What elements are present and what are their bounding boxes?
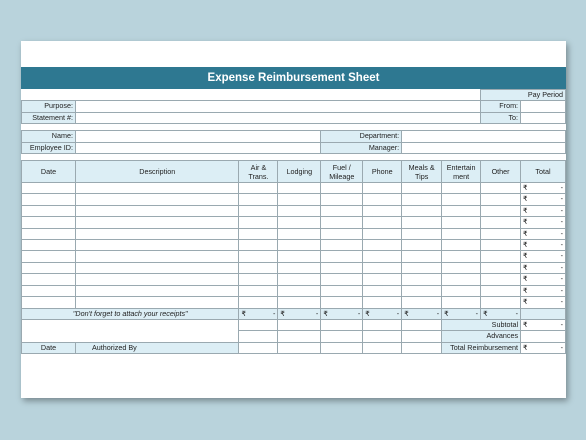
expense-cell[interactable] [363, 228, 402, 239]
expense-cell[interactable] [481, 251, 521, 262]
expense-cell[interactable] [481, 297, 521, 308]
row-total-cell: ₹ - [521, 194, 566, 205]
expense-cell[interactable] [22, 183, 76, 194]
employee-id-field[interactable] [75, 142, 320, 153]
col-date: Date [22, 161, 76, 183]
expense-cell[interactable] [239, 228, 278, 239]
date-label: Date [22, 342, 76, 353]
manager-field[interactable] [402, 142, 566, 153]
expense-cell[interactable] [321, 183, 363, 194]
expense-cell[interactable] [22, 274, 76, 285]
col-description: Description [75, 161, 239, 183]
expense-cell[interactable] [402, 228, 442, 239]
expense-cell[interactable] [321, 217, 363, 228]
expense-grid [21, 89, 566, 354]
employee-id-label: Employee ID: [22, 142, 76, 153]
row-total-cell: ₹ - [521, 240, 566, 251]
expense-cell[interactable] [75, 251, 239, 262]
sum-fuel: ₹ - [321, 308, 363, 319]
col-fuel: Fuel / Mileage [321, 161, 363, 183]
expense-cell[interactable] [442, 194, 481, 205]
expense-cell[interactable] [278, 297, 321, 308]
expense-cell[interactable] [442, 240, 481, 251]
row-total-cell: ₹ - [521, 228, 566, 239]
sum-total-empty [521, 308, 566, 319]
from-label: From: [481, 101, 521, 112]
sum-meals: ₹ - [402, 308, 442, 319]
row-total-cell: ₹ - [521, 251, 566, 262]
expense-cell[interactable] [22, 285, 76, 296]
expense-cell[interactable] [239, 183, 278, 194]
expense-cell[interactable] [321, 240, 363, 251]
total-reimbursement-label: Total Reimbursement [442, 342, 521, 353]
expense-cell[interactable] [75, 274, 239, 285]
expense-cell[interactable] [278, 285, 321, 296]
expense-cell[interactable] [442, 183, 481, 194]
expense-row [22, 285, 566, 296]
advances-label: Advances [442, 331, 521, 342]
expense-sheet [21, 41, 566, 398]
statement-field[interactable] [75, 112, 480, 123]
expense-cell[interactable] [363, 285, 402, 296]
sum-air: ₹ - [239, 308, 278, 319]
col-other: Other [481, 161, 521, 183]
row-total-cell: ₹ - [521, 205, 566, 216]
expense-row [22, 183, 566, 194]
expense-cell[interactable] [239, 285, 278, 296]
expense-cell[interactable] [22, 205, 76, 216]
expense-cell[interactable] [481, 228, 521, 239]
expense-cell[interactable] [321, 297, 363, 308]
expense-cell[interactable] [402, 240, 442, 251]
expense-cell[interactable] [442, 251, 481, 262]
name-label: Name: [22, 131, 76, 142]
expense-row [22, 205, 566, 216]
expense-cell[interactable] [402, 274, 442, 285]
expense-cell[interactable] [363, 205, 402, 216]
expense-cell[interactable] [481, 205, 521, 216]
expense-cell[interactable] [363, 262, 402, 273]
expense-cell[interactable] [22, 217, 76, 228]
expense-cell[interactable] [239, 274, 278, 285]
expense-cell[interactable] [278, 183, 321, 194]
col-air: Air & Trans. [239, 161, 278, 183]
expense-cell[interactable] [442, 297, 481, 308]
expense-cell[interactable] [239, 205, 278, 216]
expense-cell[interactable] [239, 251, 278, 262]
expense-cell[interactable] [278, 205, 321, 216]
expense-cell[interactable] [22, 228, 76, 239]
expense-cell[interactable] [22, 240, 76, 251]
expense-cell[interactable] [363, 297, 402, 308]
expense-cell[interactable] [239, 194, 278, 205]
col-entertainment: Entertain ment [442, 161, 481, 183]
expense-cell[interactable] [402, 183, 442, 194]
expense-cell[interactable] [481, 262, 521, 273]
column-header-row [22, 161, 566, 183]
row-total-cell: ₹ - [521, 217, 566, 228]
expense-cell[interactable] [481, 217, 521, 228]
expense-cell[interactable] [22, 251, 76, 262]
expense-row [22, 297, 566, 308]
purpose-field[interactable] [75, 101, 480, 112]
expense-cell[interactable] [278, 262, 321, 273]
expense-cell[interactable] [363, 251, 402, 262]
expense-cell[interactable] [442, 274, 481, 285]
authorized-by-label: Authorized By [75, 342, 239, 353]
expense-cell[interactable] [75, 228, 239, 239]
expense-cell[interactable] [481, 194, 521, 205]
expense-cell[interactable] [22, 194, 76, 205]
expense-cell[interactable] [321, 274, 363, 285]
expense-cell[interactable] [75, 285, 239, 296]
expense-cell[interactable] [239, 262, 278, 273]
expense-row [22, 262, 566, 273]
expense-cell[interactable] [402, 194, 442, 205]
row-total-cell: ₹ - [521, 285, 566, 296]
expense-cell[interactable] [442, 228, 481, 239]
expense-cell[interactable] [278, 217, 321, 228]
expense-cell[interactable] [402, 285, 442, 296]
expense-row [22, 251, 566, 262]
expense-cell[interactable] [75, 240, 239, 251]
expense-cell[interactable] [321, 285, 363, 296]
expense-cell[interactable] [402, 251, 442, 262]
from-field[interactable] [521, 101, 566, 112]
expense-cell[interactable] [363, 274, 402, 285]
col-phone: Phone [363, 161, 402, 183]
expense-cell[interactable] [442, 217, 481, 228]
to-label: To: [481, 112, 521, 123]
expense-cell[interactable] [239, 240, 278, 251]
expense-row [22, 274, 566, 285]
expense-cell[interactable] [442, 262, 481, 273]
sum-entertainment: ₹ - [442, 308, 481, 319]
expense-cell[interactable] [321, 228, 363, 239]
expense-cell[interactable] [75, 205, 239, 216]
expense-cell[interactable] [278, 228, 321, 239]
expense-cell[interactable] [402, 262, 442, 273]
expense-row [22, 194, 566, 205]
expense-cell[interactable] [22, 262, 76, 273]
expense-cell[interactable] [481, 183, 521, 194]
sum-other: ₹ - [481, 308, 521, 319]
manager-label: Manager: [321, 142, 402, 153]
col-total: Total [521, 161, 566, 183]
expense-cell[interactable] [239, 297, 278, 308]
expense-cell[interactable] [75, 262, 239, 273]
sum-phone: ₹ - [363, 308, 402, 319]
sheet-title: Expense Reimbursement Sheet [21, 67, 566, 89]
department-label: Department: [321, 131, 402, 142]
purpose-label: Purpose: [22, 101, 76, 112]
expense-cell[interactable] [75, 183, 239, 194]
expense-cell[interactable] [481, 285, 521, 296]
expense-cell[interactable] [321, 251, 363, 262]
expense-cell[interactable] [402, 205, 442, 216]
expense-cell[interactable] [363, 217, 402, 228]
expense-cell[interactable] [363, 240, 402, 251]
expense-cell[interactable] [75, 297, 239, 308]
statement-label: Statement #: [22, 112, 76, 123]
expense-cell[interactable] [402, 217, 442, 228]
name-field[interactable] [75, 131, 320, 142]
expense-cell[interactable] [442, 205, 481, 216]
expense-cell[interactable] [278, 240, 321, 251]
sum-lodging: ₹ - [278, 308, 321, 319]
expense-row [22, 228, 566, 239]
expense-cell[interactable] [363, 183, 402, 194]
expense-cell[interactable] [363, 194, 402, 205]
signature-area[interactable] [22, 319, 239, 342]
col-lodging: Lodging [278, 161, 321, 183]
expense-cell[interactable] [75, 217, 239, 228]
subtotal-value: ₹ - [521, 319, 566, 330]
receipt-reminder: "Don't forget to attach your receipts" [22, 308, 239, 319]
expense-cell[interactable] [278, 194, 321, 205]
expense-cell[interactable] [321, 205, 363, 216]
expense-cell[interactable] [22, 297, 76, 308]
expense-row [22, 217, 566, 228]
row-total-cell: ₹ - [521, 183, 566, 194]
subtotal-label: Subtotal [442, 319, 521, 330]
advances-value[interactable] [521, 331, 566, 342]
row-total-cell: ₹ - [521, 274, 566, 285]
expense-cell[interactable] [442, 285, 481, 296]
pay-period-label: Pay Period [481, 90, 566, 101]
row-total-cell: ₹ - [521, 262, 566, 273]
to-field[interactable] [521, 112, 566, 123]
col-meals: Meals & Tips [402, 161, 442, 183]
expense-cell[interactable] [481, 240, 521, 251]
expense-cell[interactable] [402, 297, 442, 308]
expense-row [22, 240, 566, 251]
expense-cell[interactable] [321, 262, 363, 273]
expense-cell[interactable] [278, 251, 321, 262]
expense-cell[interactable] [321, 194, 363, 205]
expense-cell[interactable] [75, 194, 239, 205]
expense-cell[interactable] [239, 217, 278, 228]
total-reimbursement-value: ₹ - [521, 342, 566, 353]
department-field[interactable] [402, 131, 566, 142]
expense-cell[interactable] [278, 274, 321, 285]
expense-cell[interactable] [481, 274, 521, 285]
row-total-cell: ₹ - [521, 297, 566, 308]
